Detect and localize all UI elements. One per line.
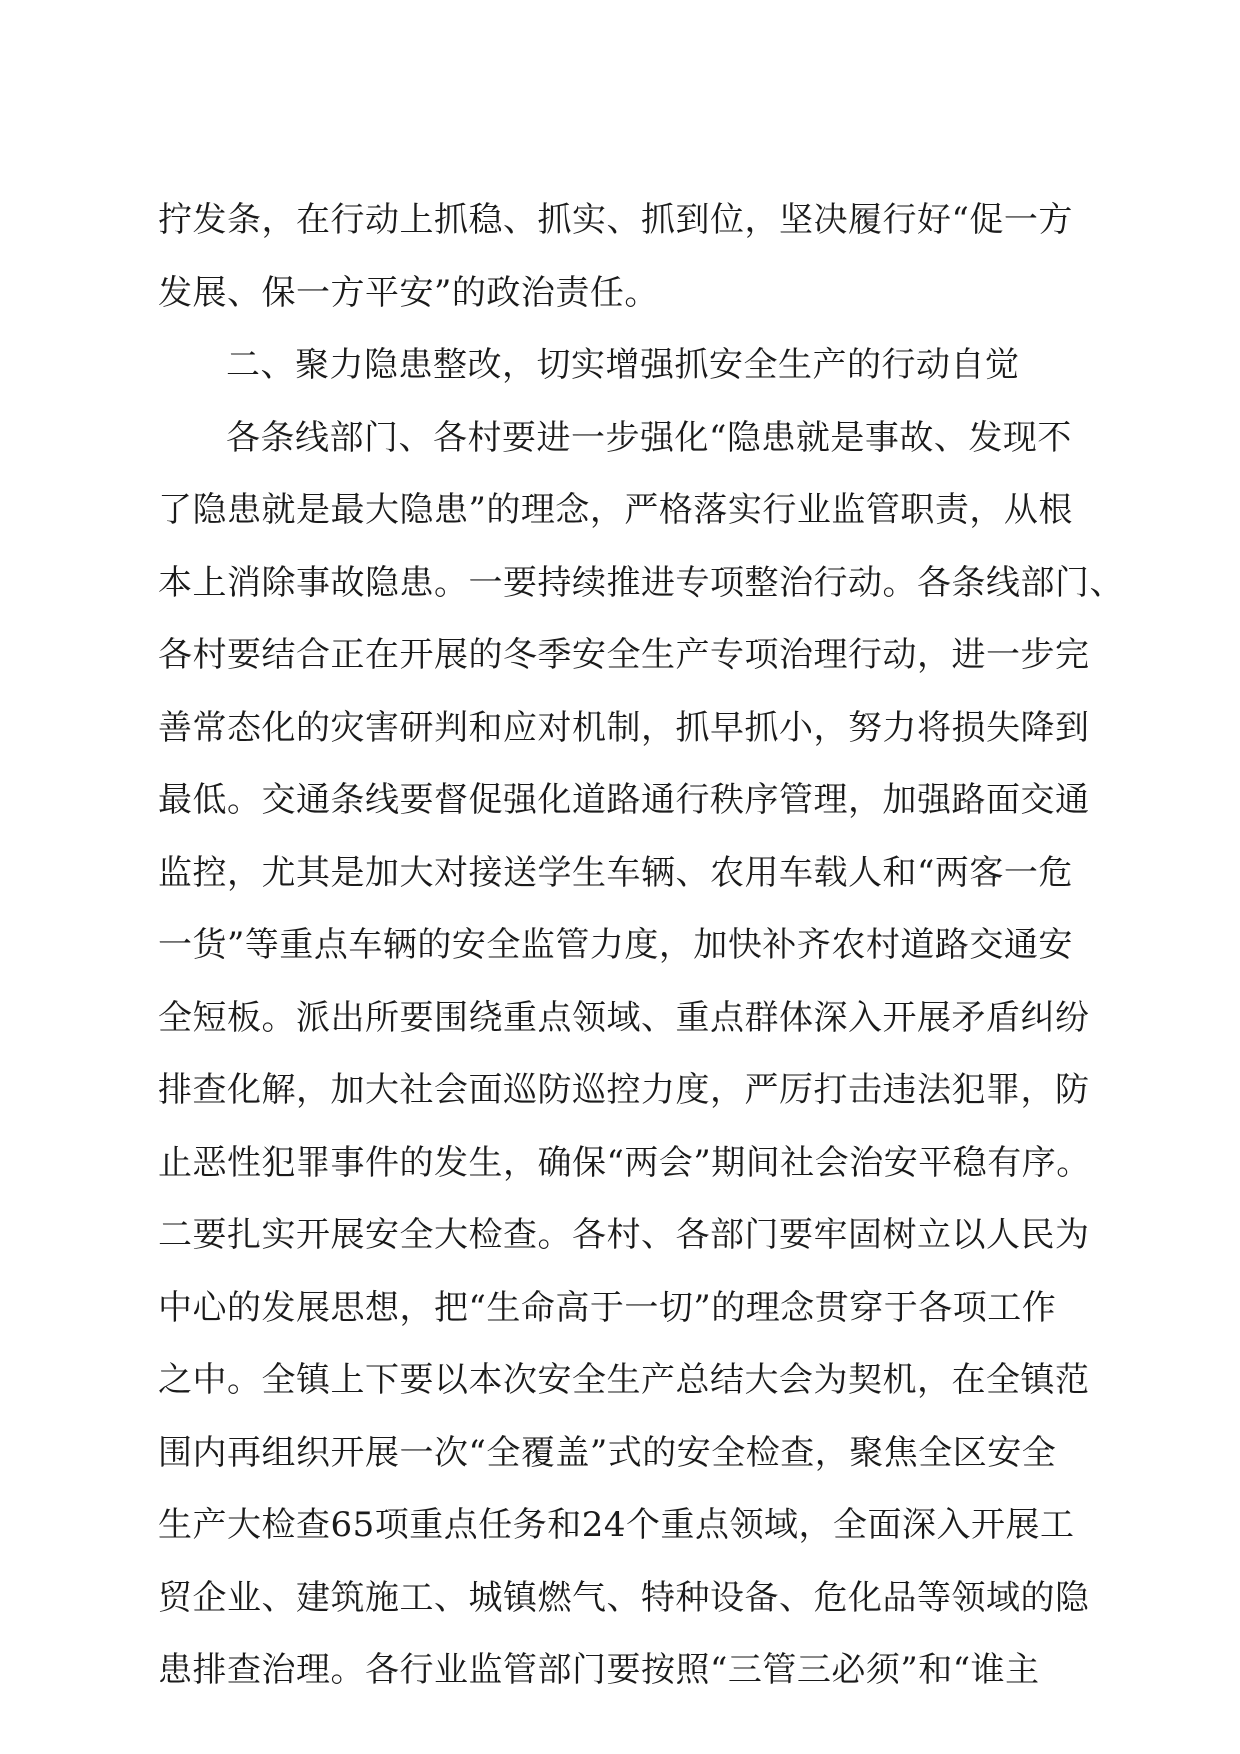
- text-line: 了隐患就是最大隐患”的理念，严格落实行业监管职责，从根: [158, 490, 1073, 530]
- text-line: 监控，尤其是加大对接送学生车辆、农用车载人和“两客一危: [158, 852, 1073, 893]
- text-line: 拧发条，在行动上抓稳、抓实、抓到位，坚决履行好“促一方: [158, 200, 1073, 240]
- text-line: 排查化解，加大社会面巡防巡控力度，严厉打击违法犯罪，防: [158, 1070, 1090, 1110]
- text-line: 一货”等重点车辆的安全监管力度，加快补齐农村道路交通安: [158, 925, 1073, 965]
- text-line: 全短板。派出所要围绕重点领域、重点群体深入开展矛盾纠纷: [158, 997, 1090, 1038]
- text-line: 贸企业、建筑施工、城镇燃气、特种设备、危化品等领域的隐: [158, 1577, 1090, 1618]
- text-line: 围内再组织开展一次“全覆盖”式的安全检查，聚焦全区安全: [158, 1432, 1057, 1473]
- text-line: 患排查治理。各行业监管部门要按照“三管三必须”和“谁主: [158, 1650, 1040, 1690]
- body-text: [158, 184, 1124, 1707]
- section-heading: 二、聚力隐患整改，切实增强抓安全生产的行动自觉: [226, 345, 1020, 385]
- text-line: 生产大检查65项重点任务和24个重点领域，全面深入开展工: [158, 1505, 1075, 1545]
- text-line: 之中。全镇上下要以本次安全生产总结大会为契机，在全镇范: [158, 1360, 1090, 1400]
- text-line: 发展、保一方平安”的政治责任。: [158, 272, 659, 313]
- text-line: 各村要结合正在开展的冬季安全生产专项治理行动，进一步完: [158, 635, 1090, 675]
- text-line: 善常态化的灾害研判和应对机制，抓早抓小，努力将损失降到: [158, 707, 1090, 748]
- text-line: 最低。交通条线要督促强化道路通行秩序管理，加强路面交通: [158, 780, 1090, 820]
- text-line: 止恶性犯罪事件的发生，确保“两会”期间社会治安平稳有序。: [158, 1142, 1091, 1183]
- text-line: 各条线部门、各村要进一步强化“隐患就是事故、发现不: [226, 417, 1072, 458]
- text-line: 本上消除事故隐患。一要持续推进专项整治行动。各条线部门、: [158, 562, 1124, 603]
- text-line: 中心的发展思想，把“生命高于一切”的理念贯穿于各项工作: [158, 1287, 1057, 1328]
- text-line: 二要扎实开展安全大检查。各村、各部门要牢固树立以人民为: [158, 1215, 1090, 1255]
